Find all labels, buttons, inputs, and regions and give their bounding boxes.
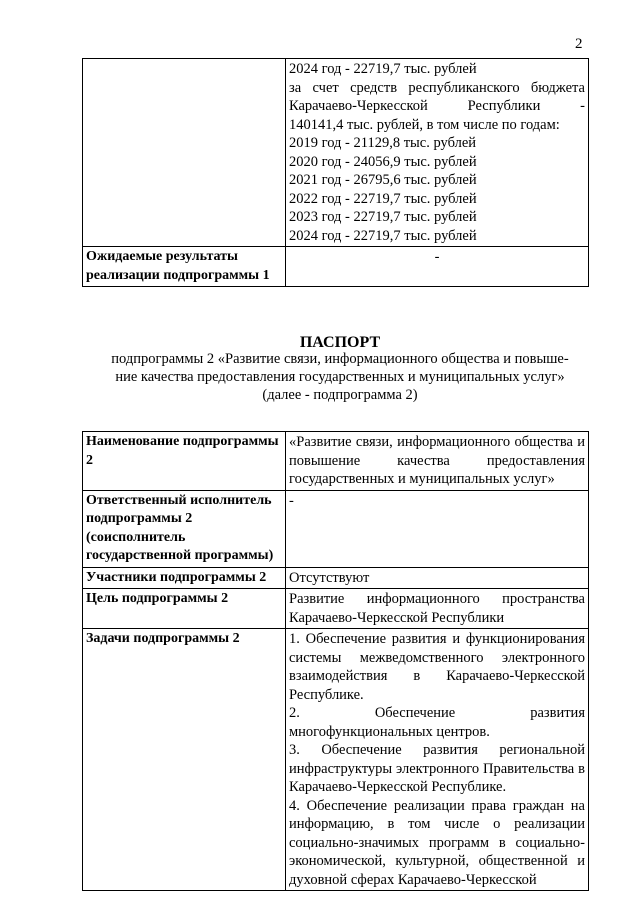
passport-subtitle [40,350,640,404]
passport-row-executor [83,490,589,567]
passport-label: Цель подпрограммы 2 [83,589,286,629]
task-item: 1. Обеспечение развития и функционирования системы межведомственного электронного взаимодействия в Карачаево-Черкесской Республике. [289,631,585,703]
passport-value: Отсутствуют [286,567,589,589]
passport-label: Задачи подпрограммы 2 [83,629,286,891]
passport-table [82,431,589,891]
passport-row-participants [83,567,589,589]
passport-label: Ответственный исполнитель подпрограммы 2 (соисполнитель государственной программы) [83,490,286,567]
passport-row-name [83,432,589,491]
results-value: - [286,247,589,287]
passport-label: Участники подпрограммы 2 [83,567,286,589]
funding-line: 2022 год - 22719,7 тыс. рублей [289,190,477,207]
funding-line: 2019 год - 21129,8 тыс. рублей [289,135,477,151]
results-label: Ожидаемые результаты реализации подпрограммы 1 [83,247,286,287]
passport-title: ПАСПОРТ [299,334,381,351]
funding-line: 2023 год - 22719,7 тыс. рублей [289,209,477,225]
results-row [83,247,589,287]
passport-subtitle-line: ние качества предоставления государственных и муниципальных услуг» [115,369,565,385]
funding-table [82,58,589,287]
passport-value: «Развитие связи, информационного общества и повышение качества предоставления государственных и муниципальных услуг» [286,432,589,491]
passport-value: - [286,490,589,567]
passport-tasks-cell [286,629,589,891]
passport-row-tasks [83,629,589,891]
funding-line: Карачаево-Черкесской Республики - [289,98,585,114]
funding-values-cell [286,59,589,247]
passport-row-goal [83,589,589,629]
funding-line: за счет средств республиканского бюджета [289,79,585,96]
page-number: 2 [575,36,583,52]
funding-row [83,59,589,247]
funding-line: 2024 год - 22719,7 тыс. рублей [289,227,477,244]
task-item: 3. Обеспечение развития региональной инфраструктуры электронного Правительства в Карачаево-Черкесской Республике. [289,742,585,795]
funding-line: 2024 год - 22719,7 тыс. рублей [289,61,477,77]
passport-value: Развитие информационного пространства Карачаево-Черкесской Республики [286,589,589,629]
passport-subtitle-line: подпрограммы 2 «Развитие связи, информационного общества и повыше- [111,351,569,367]
funding-label-cell [83,59,286,247]
funding-line: 2021 год - 26795,6 тыс. рублей [289,172,477,188]
task-item: 2. Обеспечение развития многофункциональных центров. [289,705,585,740]
task-item: 4. Обеспечение реализации права граждан на информацию, в том числе о реализации социально-значимых программ в социально-экономической, культурной, общественной и духовной сферах Карачаево-Черкесской [289,797,585,888]
passport-label: Наименование подпрограммы 2 [83,432,286,491]
funding-line: 2020 год - 24056,9 тыс. рублей [289,153,477,170]
passport-subtitle-line: (далее - подпрограмма 2) [262,387,418,403]
funding-line: 140141,4 тыс. рублей, в том числе по годам: [289,116,560,133]
